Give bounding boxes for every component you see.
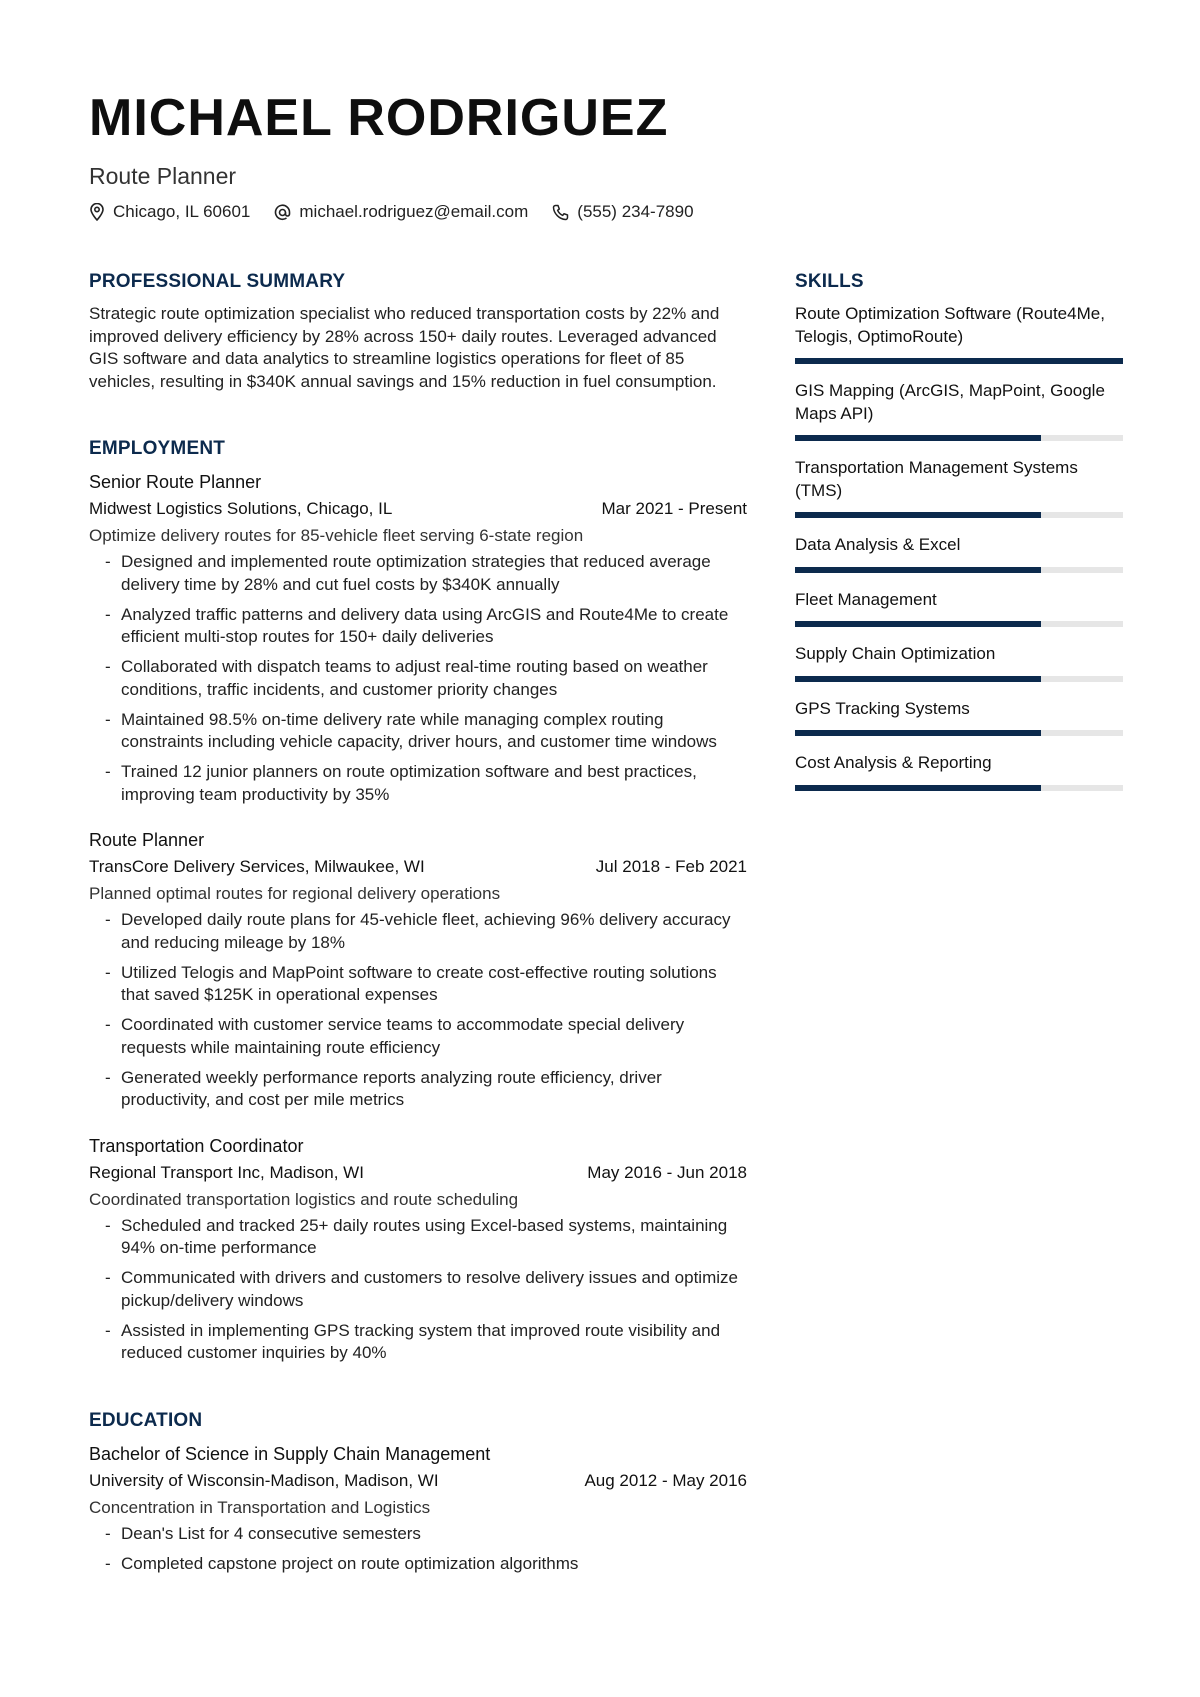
degree-name: Bachelor of Science in Supply Chain Management xyxy=(89,1443,491,1464)
skill-level-bar xyxy=(795,785,1123,791)
contact-email[interactable] xyxy=(274,202,528,222)
job-bullet: - Trained 12 junior planners on route optimization software and best practices, improving team productivity by 35% xyxy=(89,761,747,806)
candidate-title: Route Planner xyxy=(89,163,237,189)
job-meta xyxy=(89,855,747,879)
skill-level-fill xyxy=(795,567,1041,573)
skill-name: GIS Mapping (ArcGIS, MapPoint, Google Maps API) xyxy=(795,381,1105,423)
skill-name: Cost Analysis & Reporting xyxy=(795,753,992,772)
job-entry xyxy=(89,470,747,806)
skills-list xyxy=(795,303,1123,791)
job-bullet: - Developed daily route plans for 45-vehicle fleet, achieving 96% delivery accuracy and reducing mileage by 18% xyxy=(89,909,747,954)
job-dates: May 2016 - Jun 2018 xyxy=(587,1162,747,1182)
job-bullet: - Assisted in implementing GPS tracking system that improved route visibility and reduced customer inquiries by 40% xyxy=(89,1320,747,1365)
job-bullet: - Scheduled and tracked 25+ daily routes using Excel-based systems, maintaining 94% on-time performance xyxy=(89,1215,747,1260)
job-bullet: - Coordinated with customer service teams to accommodate special delivery requests while maintaining route efficiency xyxy=(89,1014,747,1059)
summary-text: Strategic route optimization specialist who reduced transportation costs by 22% and improved delivery efficiency by 28% across 150+ daily routes. Leveraged advanced GIS software and data analytics to streamline logistics operations for fleet of 85 vehicles, resulting in $340K annual savings and 15% reduction in fuel consumption. xyxy=(89,304,720,391)
education-description: Concentration in Transportation and Logistics xyxy=(89,1497,431,1517)
job-bullets xyxy=(89,551,747,806)
email-text[interactable]: michael.rodriguez@email.com xyxy=(299,202,529,221)
skill-item xyxy=(795,752,1123,791)
main-column xyxy=(89,270,747,1619)
job-company: Regional Transport Inc, Madison, WI xyxy=(89,1162,364,1182)
education-entry xyxy=(89,1442,747,1576)
job-bullet: - Maintained 98.5% on-time delivery rate while managing complex routing constraints including vehicle capacity, driver hours, and customer time windows xyxy=(89,709,747,754)
skill-name: Transportation Management Systems (TMS) xyxy=(795,458,1078,500)
education-meta xyxy=(89,1469,747,1493)
skill-name: Data Analysis & Excel xyxy=(795,535,961,554)
job-role: Route Planner xyxy=(89,830,205,850)
job-meta xyxy=(89,1161,747,1185)
skill-item xyxy=(795,303,1123,364)
contact-phone[interactable] xyxy=(552,202,693,222)
job-meta xyxy=(89,497,747,521)
education-dates: Aug 2012 - May 2016 xyxy=(584,1470,747,1490)
skill-name: Supply Chain Optimization xyxy=(795,644,996,663)
skill-item xyxy=(795,457,1123,518)
job-dates: Jul 2018 - Feb 2021 xyxy=(595,857,747,876)
summary-section xyxy=(89,270,747,393)
job-description: Optimize delivery routes for 85-vehicle fleet serving 6-state region xyxy=(89,526,584,545)
education-bullet: - Completed capstone project on route optimization algorithms xyxy=(89,1553,747,1576)
job-bullet: - Generated weekly performance reports analyzing route efficiency, driver productivity, and cost per mile metrics xyxy=(89,1067,747,1112)
phone-text[interactable]: (555) 234-7890 xyxy=(577,202,694,221)
skill-level-fill xyxy=(795,435,1041,441)
skill-name: GPS Tracking Systems xyxy=(795,698,970,718)
job-bullets xyxy=(89,909,747,1112)
contact-row xyxy=(89,202,1111,222)
skill-name: Route Optimization Software (Route4Me, Telogis, OptimoRoute) xyxy=(795,304,1105,346)
skill-level-fill xyxy=(795,676,1041,682)
skill-level-fill xyxy=(795,785,1041,791)
skill-level-fill xyxy=(795,358,1123,364)
skill-level-bar xyxy=(795,512,1123,518)
skill-item xyxy=(795,698,1123,737)
job-company: TransCore Delivery Services, Milwaukee, WI xyxy=(89,857,425,876)
skill-level-bar xyxy=(795,435,1123,441)
job-entry xyxy=(89,828,747,1112)
job-bullet: - Analyzed traffic patterns and delivery data using ArcGIS and Route4Me to create efficient multi-stop routes for 150+ daily deliveries xyxy=(89,604,747,649)
skill-level-bar xyxy=(795,730,1123,736)
employment-section xyxy=(89,437,747,1365)
section-heading-skills: SKILLS xyxy=(795,271,864,292)
education-bullets xyxy=(89,1523,747,1576)
job-description: Planned optimal routes for regional delivery operations xyxy=(89,884,501,903)
sidebar-column xyxy=(795,270,1123,807)
skill-level-bar xyxy=(795,358,1123,364)
skill-item xyxy=(795,643,1123,682)
education-section xyxy=(89,1409,747,1576)
job-company: Midwest Logistics Solutions, Chicago, IL xyxy=(89,499,393,518)
job-bullet: - Collaborated with dispatch teams to adjust real-time routing based on weather conditions, traffic incidents, and customer priority changes xyxy=(89,656,747,701)
skill-item xyxy=(795,534,1123,573)
job-bullet: - Utilized Telogis and MapPoint software to create cost-effective routing solutions that saved $125K in operational expenses xyxy=(89,962,747,1007)
job-bullets xyxy=(89,1215,747,1365)
education-bullet: - Dean's List for 4 consecutive semesters xyxy=(89,1523,747,1546)
at-sign-icon xyxy=(274,204,291,221)
skill-name: Fleet Management xyxy=(795,589,937,609)
school-name: University of Wisconsin-Madison, Madison, WI xyxy=(89,1470,439,1490)
map-pin-icon xyxy=(89,203,105,221)
skill-level-bar xyxy=(795,621,1123,627)
job-role: Senior Route Planner xyxy=(89,472,262,492)
skill-item xyxy=(795,589,1123,628)
skill-item xyxy=(795,380,1123,441)
skill-level-bar xyxy=(795,676,1123,682)
job-entry xyxy=(89,1134,747,1365)
section-heading-summary: PROFESSIONAL SUMMARY xyxy=(89,271,346,292)
content-columns xyxy=(89,270,1121,1619)
skill-level-bar xyxy=(795,567,1123,573)
contact-location xyxy=(89,202,250,222)
candidate-name: MICHAEL RODRIGUEZ xyxy=(89,89,669,147)
job-bullet: - Designed and implemented route optimization strategies that reduced average delivery time by 28% and cut fuel costs by $340K annually xyxy=(89,551,747,596)
section-heading-employment: EMPLOYMENT xyxy=(89,438,226,459)
job-description: Coordinated transportation logistics and route scheduling xyxy=(89,1189,519,1209)
job-bullet: - Communicated with drivers and customers to resolve delivery issues and optimize pickup/delivery windows xyxy=(89,1267,747,1312)
job-role: Transportation Coordinator xyxy=(89,1135,304,1156)
section-heading-education: EDUCATION xyxy=(89,1409,203,1431)
job-dates: Mar 2021 - Present xyxy=(601,499,747,518)
skill-level-fill xyxy=(795,512,1041,518)
skill-level-fill xyxy=(795,621,1041,627)
skill-level-fill xyxy=(795,730,1041,736)
location-text: Chicago, IL 60601 xyxy=(113,202,251,221)
phone-icon xyxy=(552,204,569,221)
